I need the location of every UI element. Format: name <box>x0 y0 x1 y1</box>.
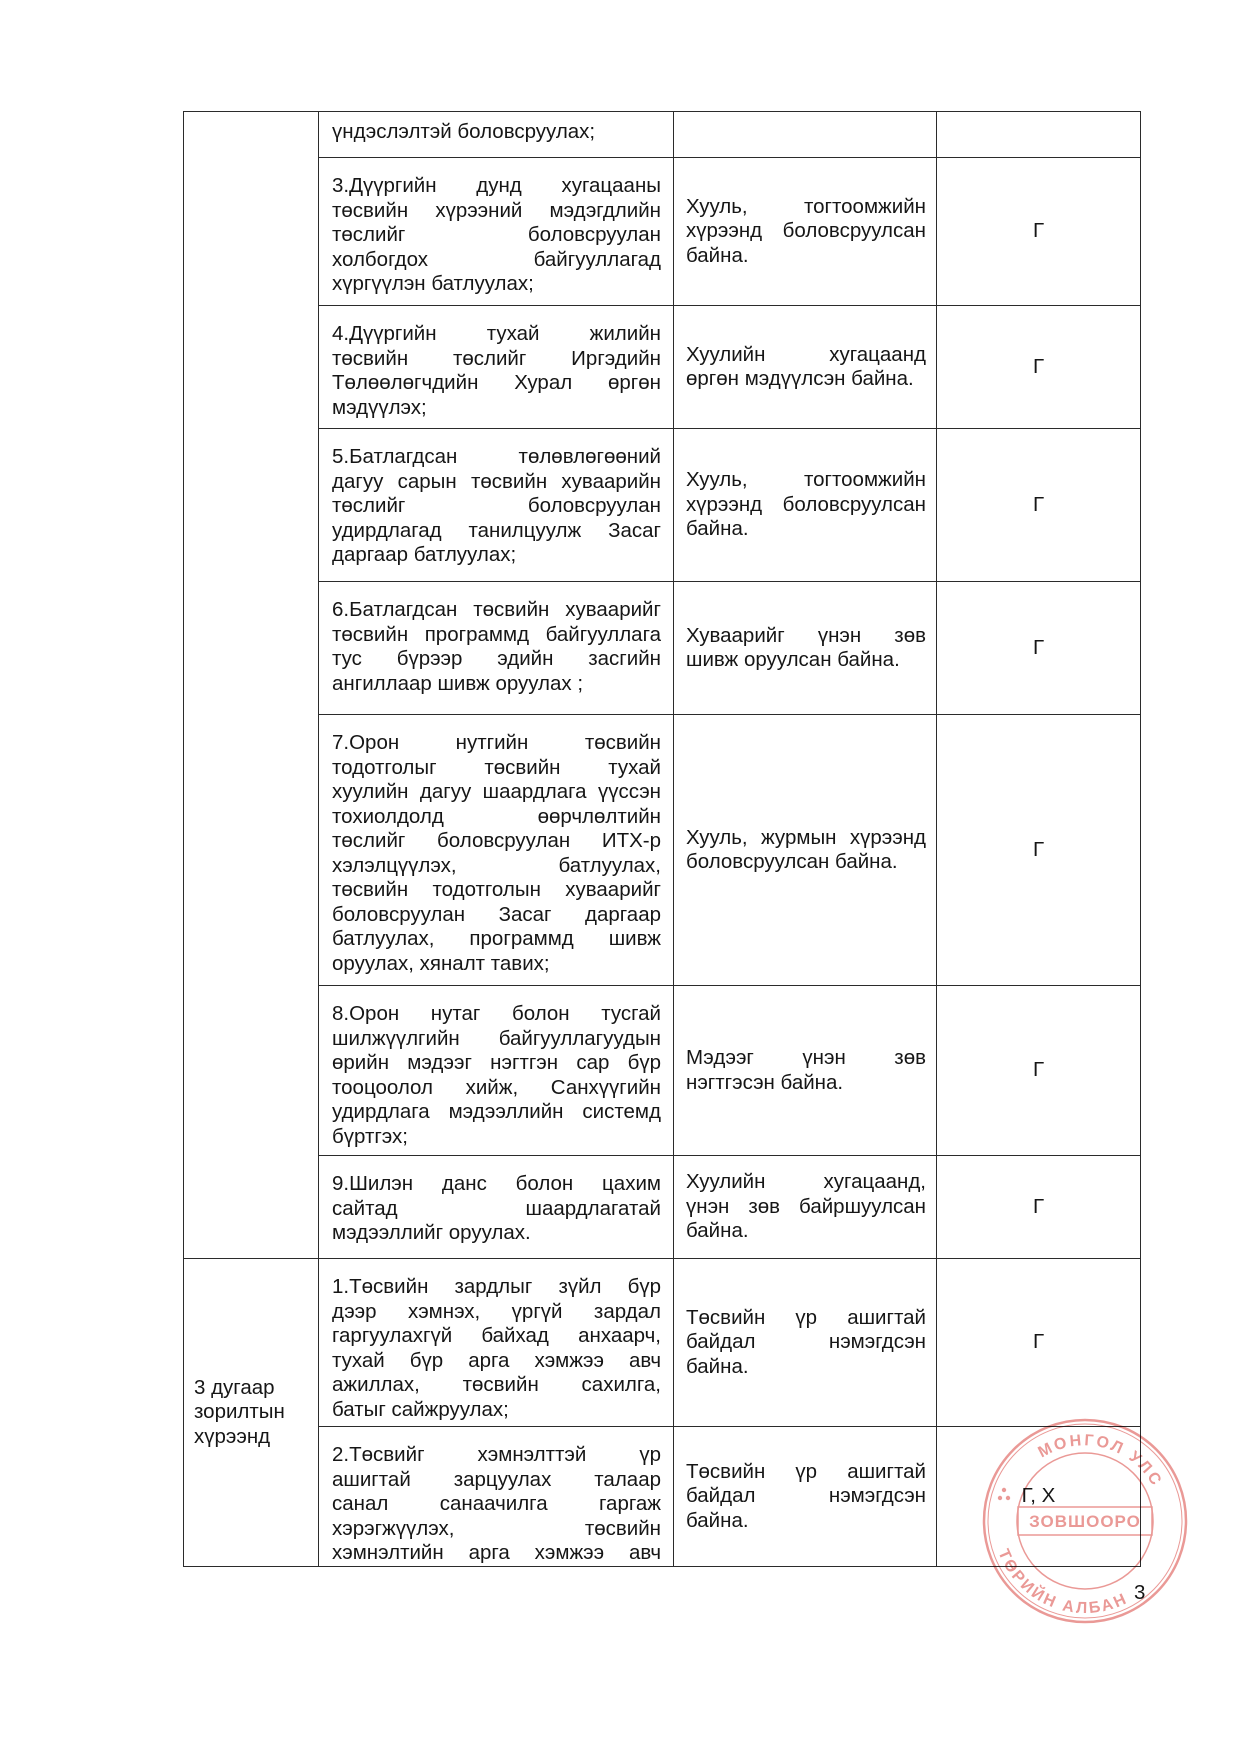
text-line: 8.Орон нутаг болон тусгай <box>332 1002 661 1025</box>
text-line: өрийн мэдээг нэгтгэн сар бүр <box>332 1051 661 1074</box>
task-cell <box>319 715 674 986</box>
stamp-bottom-text: ТӨРИЙН АЛБАН <box>994 1546 1131 1618</box>
text-line: байдал нэмэгдсэн <box>686 1484 926 1508</box>
table-row <box>184 1156 1141 1259</box>
text-line: байна. <box>686 243 749 267</box>
text-line: хүргүүлэн батлуулах; <box>332 272 534 295</box>
rating-cell: Г <box>937 715 1141 986</box>
task-cell <box>319 1156 674 1259</box>
result-cell <box>674 112 937 158</box>
text-line: хэмнэлтийн арга хэмжээ авч <box>332 1541 661 1564</box>
text-line: удирдлага мэдээллийн системд <box>332 1100 661 1123</box>
text-line: 4.Дүүргийн тухай жилийн <box>332 322 661 345</box>
task-cell <box>319 986 674 1156</box>
text-line: холбогдох байгууллагад <box>332 247 661 271</box>
text-line: мэдүүлэх; <box>332 395 427 419</box>
stamp-top-text: МОНГОЛ УЛС <box>1035 1432 1166 1491</box>
goal-cell <box>184 1259 319 1567</box>
text-line: 3.Дүүргийн дунд хугацааны <box>332 174 661 197</box>
rating-cell: Г <box>937 986 1141 1156</box>
rating-cell: Г <box>937 429 1141 582</box>
result-cell <box>674 582 937 715</box>
table-row <box>184 986 1141 1156</box>
table-row <box>184 429 1141 582</box>
text-line: төсвийн хүрээний мэдэгдлийн <box>332 198 661 222</box>
task-cell <box>319 429 674 582</box>
text-line: Хуулийн хугацаанд, <box>686 1170 926 1194</box>
assessment-table <box>183 111 1141 1567</box>
text-line: тус бүрээр эдийн засгийн <box>332 647 661 670</box>
task-cell <box>319 1259 674 1427</box>
text-line: хүрээнд боловсруулсан <box>686 219 926 243</box>
text-line: 6.Батлагдсан төсвийн хуваарийг <box>332 598 661 621</box>
result-cell <box>674 986 937 1156</box>
text-line: төслийг боловсруулан <box>332 223 661 246</box>
text-line: 7.Орон нутгийн төсвийн <box>332 731 661 754</box>
text-line: байна. <box>686 1354 749 1378</box>
text-line: 9.Шилэн данс болон цахим <box>332 1172 661 1195</box>
text-line: санал санаачилга гаргаж <box>332 1492 661 1515</box>
text-line: төслийг боловсруулан ИТХ-р <box>332 829 661 852</box>
text-line: нэгтгэсэн байна. <box>686 1070 844 1094</box>
rating-cell: Г, Х <box>937 1427 1141 1567</box>
table-row <box>184 158 1141 306</box>
text-line: ажиллах, төсвийн сахилга, <box>332 1373 661 1396</box>
text-line: боловсруулсан байна. <box>686 850 898 873</box>
text-line: боловсруулан Засаг даргаар <box>332 902 661 926</box>
text-line: Төсвийн үр ашигтай <box>686 1305 926 1329</box>
text-line: тухай бүр арга хэмжээ авч <box>332 1348 661 1372</box>
text-line: Хуулийн хугацаанд <box>686 342 926 366</box>
text-line: үнэн зөв байршуулсан <box>686 1194 926 1218</box>
text-line: төсвийн программд байгууллага <box>332 622 661 646</box>
text-line: Мэдээг үнэн зөв <box>686 1046 926 1069</box>
text-line: мэдээллийг оруулах. <box>332 1221 531 1244</box>
result-cell <box>674 306 937 429</box>
text-line: батлуулах, программд шивж <box>332 927 661 950</box>
rating-cell: Г <box>937 158 1141 306</box>
table-row <box>184 112 1141 158</box>
text-line: тооцоолол хийж, Санхүүгийн <box>332 1075 661 1099</box>
result-cell <box>674 1156 937 1259</box>
text-line: төсвийн тодотголын хуваарийг <box>332 878 661 901</box>
text-line: ашигтай зарцуулах талаар <box>332 1467 661 1491</box>
rating-cell: Г <box>937 1259 1141 1427</box>
text-line: дагуу сарын төсвийн хуваарийн <box>332 469 661 493</box>
goal-label: 3 дугаар зорилтын хүрээнд <box>194 1375 285 1448</box>
text-line: 2.Төсвийг хэмнэлттэй үр <box>332 1443 661 1466</box>
task-cell <box>319 582 674 715</box>
text-line: бүртгэх; <box>332 1124 408 1148</box>
text-line: шивж оруулсан байна. <box>686 648 900 671</box>
text-line: тохиолдолд өөрчлөлтийн <box>332 804 661 828</box>
text-line: хуулийн дагуу шаардлага үүссэн <box>332 780 661 803</box>
rating-cell <box>937 112 1141 158</box>
text-line: батыг сайжруулах; <box>332 1397 509 1421</box>
text-line: үндэслэлтэй боловсруулах; <box>332 120 596 143</box>
text-line: байдал нэмэгдсэн <box>686 1330 926 1354</box>
result-cell <box>674 158 937 306</box>
text-line: Төсвийн үр ашигтай <box>686 1459 926 1483</box>
text-line: Хууль, тогтоомжийн <box>686 468 926 492</box>
table-row <box>184 1427 1141 1567</box>
text-line: өргөн мэдүүлсэн байна. <box>686 367 914 390</box>
task-cell <box>319 158 674 306</box>
text-line: ангиллаар шивж оруулах ; <box>332 671 584 695</box>
table-row <box>184 306 1141 429</box>
text-line: даргаар батлуулах; <box>332 543 517 566</box>
rating-cell: Г <box>937 582 1141 715</box>
rating-cell: Г <box>937 1156 1141 1259</box>
text-line: 1.Төсвийн зардлыг зүйл бүр <box>332 1275 661 1298</box>
text-line: байна. <box>686 517 749 541</box>
result-cell <box>674 1427 937 1567</box>
text-line: Хууль, журмын хүрээнд <box>686 825 926 849</box>
text-line: 5.Батлагдсан төлөвлөгөөний <box>332 445 661 468</box>
table-row <box>184 582 1141 715</box>
text-line: хүрээнд боловсруулсан <box>686 492 926 516</box>
text-line: дээр хэмнэх, үргүй зардал <box>332 1299 661 1323</box>
result-cell <box>674 715 937 986</box>
text-line: хэрэгжүүлэх, төсвийн <box>332 1516 661 1540</box>
result-cell <box>674 1259 937 1427</box>
rating-cell: Г <box>937 306 1141 429</box>
task-cell <box>319 306 674 429</box>
page-number: 3 <box>1134 1581 1146 1604</box>
table-row <box>184 1259 1141 1427</box>
text-line: удирдлагад танилцуулж Засаг <box>332 518 661 542</box>
stamp-center-text: ЗОВШООРО <box>1029 1512 1141 1531</box>
text-line: гаргуулахгүй байхад анхаарч, <box>332 1324 661 1347</box>
text-line: оруулах, хяналт тавих; <box>332 951 550 975</box>
text-line: хэлэлцүүлэх, батлуулах, <box>332 853 661 877</box>
text-line: байна. <box>686 1219 749 1243</box>
text-line: Хуваарийг үнэн зөв <box>686 623 926 647</box>
text-line: Төлөөлөгчдийн Хурал өргөн <box>332 371 661 394</box>
text-line: тодотголыг төсвийн тухай <box>332 755 661 779</box>
text-line: сайтад шаардлагатай <box>332 1196 661 1220</box>
text-line: төслийг боловсруулан <box>332 494 661 517</box>
table-row <box>184 715 1141 986</box>
text-line: байна. <box>686 1508 749 1532</box>
task-cell <box>319 112 674 158</box>
goal-cell <box>184 112 319 1259</box>
text-line: Хууль, тогтоомжийн <box>686 194 926 218</box>
task-cell <box>319 1427 674 1567</box>
text-line: төсвийн төслийг Иргэдийн <box>332 346 661 370</box>
text-line: шилжүүлгийн байгууллагуудын <box>332 1026 661 1050</box>
result-cell <box>674 429 937 582</box>
